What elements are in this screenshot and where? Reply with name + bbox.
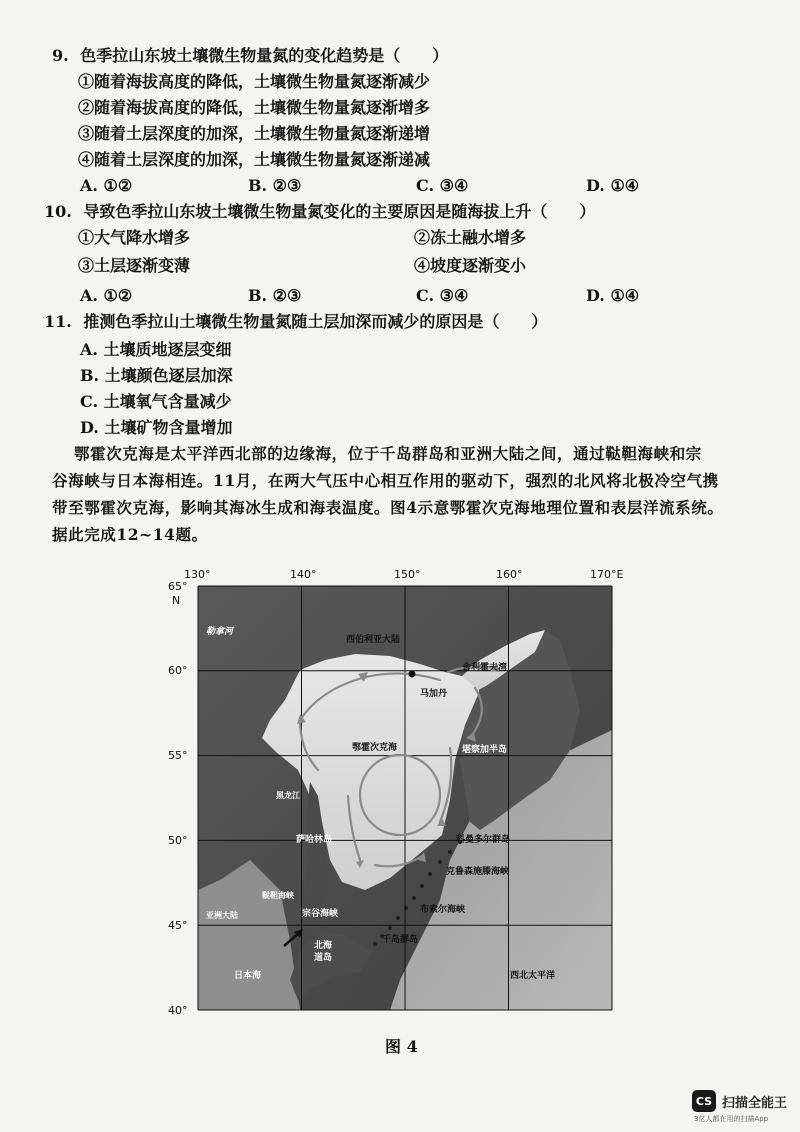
question-number: 11.: [44, 312, 72, 331]
q9-item-1: ①随着海拔高度的降低，土壤微生物量氮逐渐减少: [78, 72, 431, 91]
q10-item-2: ②冻土融水增多: [414, 228, 527, 247]
passage-line-1: 鄂霍次克海是太平洋西北部的边缘海，位于千岛群岛和亚洲大陆之间，通过鞑靼海峡和宗: [74, 444, 702, 463]
q11-choice-a: A. 土壤质地逐层变细: [80, 340, 232, 359]
passage-line-4: 据此完成12~14题。: [52, 525, 208, 544]
question-number: 10.: [44, 202, 72, 221]
q11-choice-b: B. 土壤颜色逐层加深: [80, 366, 233, 385]
question-text: 导致色季拉山东坡土壤微生物量氮变化的主要原因是随海拔上升（ ）: [83, 202, 596, 221]
lat-65: 65°: [168, 580, 188, 593]
longitude-labels: [184, 568, 623, 581]
label-kuril: 千岛群岛: [382, 935, 419, 945]
lat-45: 45°: [168, 919, 188, 932]
label-okhotsk: 鄂霍次克海: [352, 743, 398, 753]
label-tatar-strait: 鞑靼海峡: [262, 891, 294, 900]
question-number: 9.: [52, 46, 69, 65]
q11-choice-d: D. 土壤矿物含量增加: [80, 418, 233, 437]
label-kamchatka: 堪察加半岛: [462, 745, 508, 755]
camscanner-name: 扫描全能王: [722, 1095, 788, 1111]
q9-choice-b: B. ②③: [248, 176, 302, 195]
question-11-stem: [44, 312, 547, 332]
label-magadan: 马加丹: [420, 689, 448, 699]
camscanner-watermark: [692, 1090, 787, 1112]
question-9-stem: [52, 46, 448, 66]
figure-caption: 图 4: [385, 1037, 418, 1056]
camscanner-logo-icon: CS: [692, 1090, 716, 1112]
question-10-stem: [44, 202, 595, 222]
label-lena-river: 勒拿河: [206, 627, 234, 637]
q9-choice-a: A. ①②: [80, 176, 133, 195]
lon-140: 140°: [290, 568, 317, 581]
okhotsk-sea-map: [150, 560, 650, 1030]
camscanner-tagline: 3亿人都在用的扫描App: [694, 1115, 769, 1123]
label-nw-pacific: 西北太平洋: [510, 971, 556, 981]
latitude-labels: [168, 580, 188, 1017]
lon-130: 130°: [184, 568, 211, 581]
question-text: 推测色季拉山土壤微生物量氮随土层加深而减少的原因是（ ）: [83, 312, 548, 331]
lat-50: 50°: [168, 834, 188, 847]
label-shelikhov: 舍利霍夫湾: [462, 663, 508, 673]
lat-40: 40°: [168, 1004, 188, 1017]
q10-item-3: ③土层逐渐变薄: [78, 256, 191, 275]
lon-150: 150°: [394, 568, 421, 581]
north-label: N: [172, 594, 181, 607]
lat-55: 55°: [168, 749, 188, 762]
passage-line-3: 带至鄂霍次克海，影响其海冰生成和海表温度。图4示意鄂霍次克海地理位置和表层洋流系统。: [52, 498, 724, 517]
label-amur: 黑龙江: [276, 791, 300, 800]
lat-60: 60°: [168, 664, 188, 677]
label-kruzenshtern: 克鲁森施滕海峡: [446, 867, 510, 877]
q10-item-1: ①大气降水增多: [78, 228, 191, 247]
label-siberia: 西伯利亚大陆: [346, 635, 401, 645]
label-bussol: 布索尔海峡: [420, 905, 466, 915]
lon-160: 160°: [496, 568, 523, 581]
q10-choice-b: B. ②③: [248, 286, 302, 305]
magadan-city-dot: [409, 671, 416, 678]
q10-item-4: ④坡度逐渐变小: [414, 256, 527, 275]
q11-choice-c: C. 土壤氧气含量减少: [80, 392, 232, 411]
label-komandorski: 科曼多尔群岛: [456, 835, 511, 845]
q10-choice-c: C. ③④: [416, 286, 469, 305]
q10-choice-a: A. ①②: [80, 286, 133, 305]
label-continent: 亚洲大陆: [206, 911, 238, 920]
q9-item-2: ②随着海拔高度的降低，土壤微生物量氮逐渐增多: [78, 98, 431, 117]
q9-choice-d: D. ①④: [586, 176, 640, 195]
passage-line-2: 谷海峡与日本海相连。11月，在两大气压中心相互作用的驱动下，强烈的北风将北极冷空气携: [52, 471, 719, 490]
q9-choice-c: C. ③④: [416, 176, 469, 195]
label-soya: 宗谷海峡: [302, 909, 339, 919]
label-sakhalin: 萨哈林岛: [296, 835, 333, 845]
label-japan-sea: 日本海: [234, 971, 262, 981]
q10-choice-d: D. ①④: [586, 286, 640, 305]
q9-item-3: ③随着土层深度的加深，土壤微生物量氮逐渐递增: [78, 124, 431, 143]
lon-170e: 170°E: [590, 568, 624, 581]
label-hokkaido-1: 北海: [314, 941, 333, 951]
q9-item-4: ④随着土层深度的加深，土壤微生物量氮逐渐递减: [78, 150, 431, 169]
question-text: 色季拉山东坡土壤微生物量氮的变化趋势是（ ）: [80, 46, 449, 65]
passage: [52, 440, 772, 548]
label-hokkaido-2: 道岛: [314, 953, 333, 963]
